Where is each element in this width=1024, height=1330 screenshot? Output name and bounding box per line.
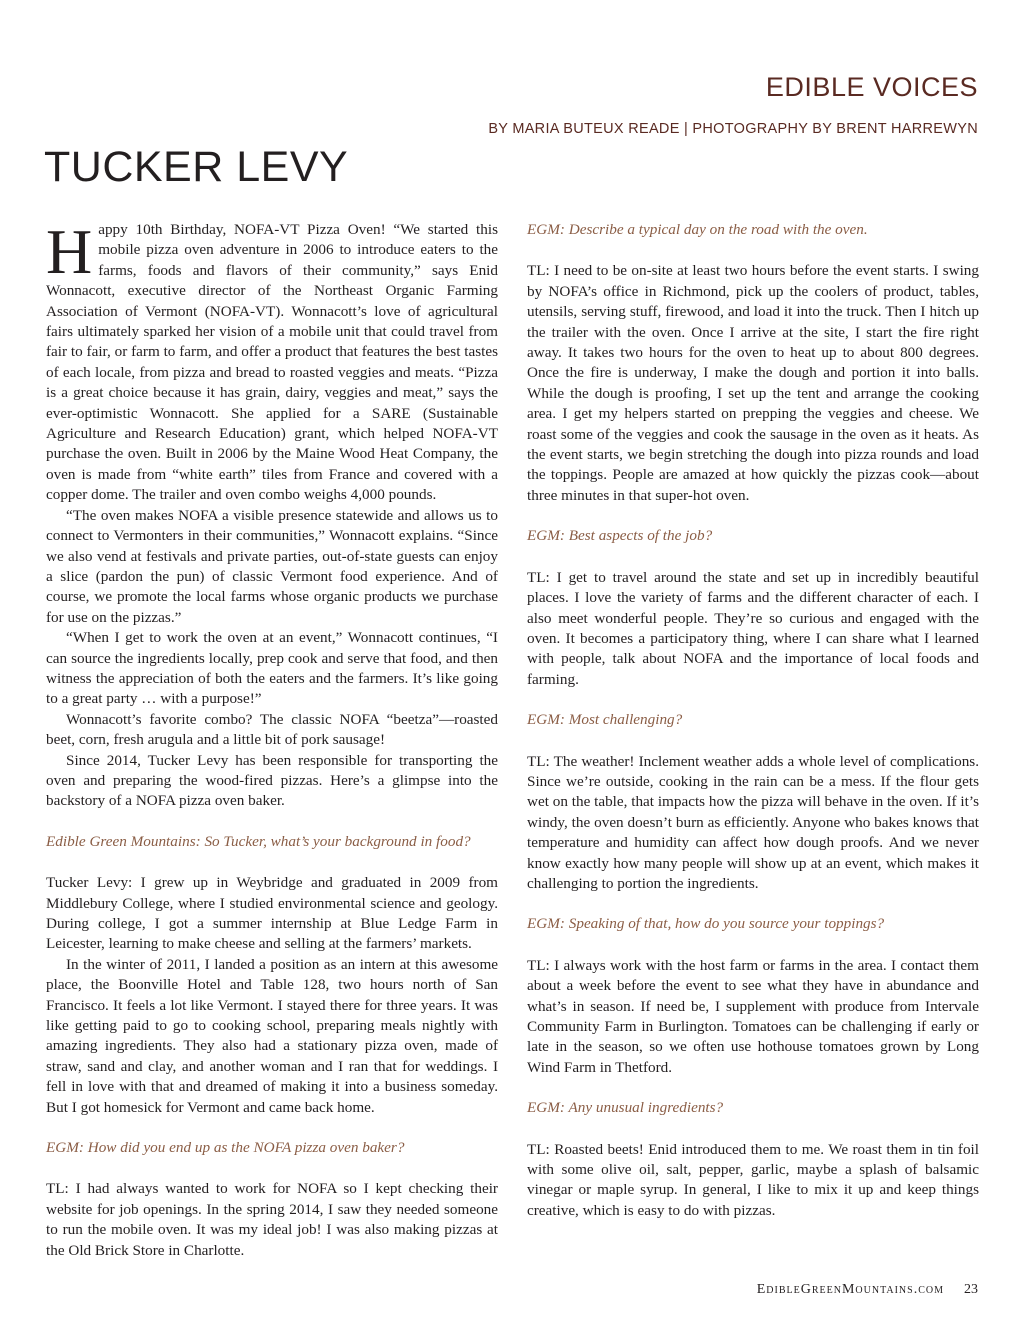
interview-answer: TL: Roasted beets! Enid introduced them to me. We roast them in tin foil with some olive oil, salt, pepper, garlic, maybe a splash of balsamic vinegar or maple syrup. In general, I like to mix it up and keep things creative, which is easy to do with pizzas. — [527, 1140, 979, 1219]
interview-answer: TL: The weather! Inclement weather adds a whole level of complications. Since we’re outside, cooking in the rain can be a mess. If the flour gets wet on the table, that impacts how the pizza will behave in the oven. If it’s windy, the oven doesn’t burn as efficiently. Anyone who bakes knows that temperature and humidity can affect how dough proofs. And we never know exactly how many people will show up at an event, which makes it challenging to portion the ingredients. — [527, 752, 979, 892]
byline: BY MARIA BUTEUX READE | PHOTOGRAPHY BY BRENT HARREWYN — [488, 121, 978, 137]
intro-paragraph — [46, 216, 498, 506]
page-footer — [757, 1282, 978, 1298]
left-column — [46, 216, 498, 1261]
body-paragraph: Wonnacott’s favorite combo? The classic NOFA “beetza”—roasted beet, corn, fresh arugula and a little bit of pork sausage! — [46, 710, 498, 749]
interview-answer: TL: I get to travel around the state and set up in incredibly beautiful places. I love the variety of farms and the different character of each. I also meet wonderful people. They’re so curious and engaged with the oven. It becomes a participatory thing, where I can share what I learned with people, talk about NOFA and the importance of local foods and farming. — [527, 568, 979, 688]
interview-question: Edible Green Mountains: So Tucker, what’s your background in food? — [46, 832, 471, 850]
interview-answer: TL: I had always wanted to work for NOFA so I kept checking their website for job openings. In the spring 2014, I saw they needed someone to run the mobile oven. It was my ideal job! I was also making pizzas at the Old Brick Store in Charlotte. — [46, 1180, 498, 1259]
interview-question: EGM: Describe a typical day on the road with the oven. — [527, 221, 868, 238]
section-title: EDIBLE VOICES — [765, 72, 978, 102]
body-paragraph: “The oven makes NOFA a visible presence statewide and allows us to connect to Vermonters in their communities,” Wonnacott explains. “Since we also vend at festivals and private parties, out-of-state guests can enjoy a slice (pardon the pun) of classic Vermont food experience. And of course, we promote the local farms whose organic products we purchase for use on the pizzas.” — [46, 506, 498, 626]
body-paragraph: “When I get to work the oven at an event,” Wonnacott continues, “I can source the ingredients locally, prep cook and serve that food, and then witness the appreciation of both the eaters and the farmers. It’s like going to a great party … with a purpose!” — [46, 629, 498, 708]
interview-answer: In the winter of 2011, I landed a position as an intern at this awesome place, the Boonville Hotel and Table 128, two hours north of San Francisco. It feels a lot like Vermont. I stayed there for three years. It was like getting paid to go to cooking school, preparing meals nightly with amazing ingredients. They also had a stationary pizza oven, made of straw, sand and clay, and another woman and I ran that for weddings. I fell in love with that and dreamed of making it into a business someday. But I got homesick for Vermont and came back home. — [46, 955, 498, 1116]
drop-cap: H — [46, 216, 93, 287]
article-title: TUCKER LEVY — [44, 143, 349, 191]
interview-question: EGM: Speaking of that, how do you source your toppings? — [527, 915, 885, 933]
interview-question: EGM: How did you end up as the NOFA pizza oven baker? — [46, 1139, 405, 1157]
interview-answer: Tucker Levy: I grew up in Weybridge and graduated in 2009 from Middlebury College, where I studied environmental science and geology. During college, I got a summer internship at Blue Ledge Farm in Leicester, learning to make cheese and selling at the farmers’ markets. — [46, 874, 498, 953]
interview-question: EGM: Most challenging? — [527, 711, 683, 729]
interview-answer: TL: I need to be on-site at least two hours before the event starts. I swing by NOFA’s office in Richmond, pick up the coolers of product, tables, utensils, serving stuff, firewood, and load it into the truck. Then I hitch up the trailer with the oven. Once I arrive at the site, I start the fire right away. It takes two hours for the oven to heat up to about 800 degrees. Once the fire is underway, I make the dough and portion it into balls. While the dough is proofing, I set up the tent and arrange the cooking area. I get my helpers started on prepping the veggies and cheese. We roast some of the veggies and cook the sausage in the oven as it heats. As the event starts, we begin stretching the dough into pizza rounds and load the toppings. People are amazed at how quickly the pizzas cook—about three minutes in that super-hot oven. — [527, 262, 979, 504]
interview-question: EGM: Any unusual ingredients? — [527, 1099, 724, 1117]
page-number: 23 — [964, 1282, 978, 1297]
interview-answer: TL: I always work with the host farm or farms in the area. I contact them about a week before the event to see what they have in abundance and what’s in season. If need be, I supplement with produce from Intervale Community Farm in Burlington. Tomatoes can be challenging if early or late in the season, so we often use hothouse tomatoes grown by Long Wind Farm in Thetford. — [527, 956, 979, 1076]
intro-text: appy 10th Birthday, NOFA-VT Pizza Oven! “We started this mobile pizza oven adventure in 2006 to introduce eaters to the farms, foods and flavors of their community,” says Enid Wonnacott, executive director of the Northeast Organic Farming Association of Vermont (NOFA-VT). Wonnacott’s love of agricultural fairs ultimately sparked her vision of a mobile unit that could travel from fair to fair, or farm to farm, and offer a product that features the best tastes of each locale, from pizza and bread to roasted veggies and meats. “Pizza is a great choice because it has grain, dairy, veggies and meat,” says the ever-optimistic Wonnacott. She applied for a SARE (Sustainable Agriculture and Research Education) grant, which helped NOFA-VT purchase the oven. Built in 2006 by the Maine Wood Heat Company, the oven is made from “white earth” tiles from France and covered with a copper dome. The trailer and oven combo weighs 4,000 pounds. — [46, 221, 498, 504]
interview-question: EGM: Best aspects of the job? — [527, 527, 713, 545]
right-column — [527, 220, 979, 1221]
body-paragraph: Since 2014, Tucker Levy has been responsible for transporting the oven and preparing the wood-fired pizzas. Here’s a glimpse into the backstory of a NOFA pizza oven baker. — [46, 751, 498, 810]
footer-website: EdibleGreenMountains.com — [756, 1282, 944, 1297]
